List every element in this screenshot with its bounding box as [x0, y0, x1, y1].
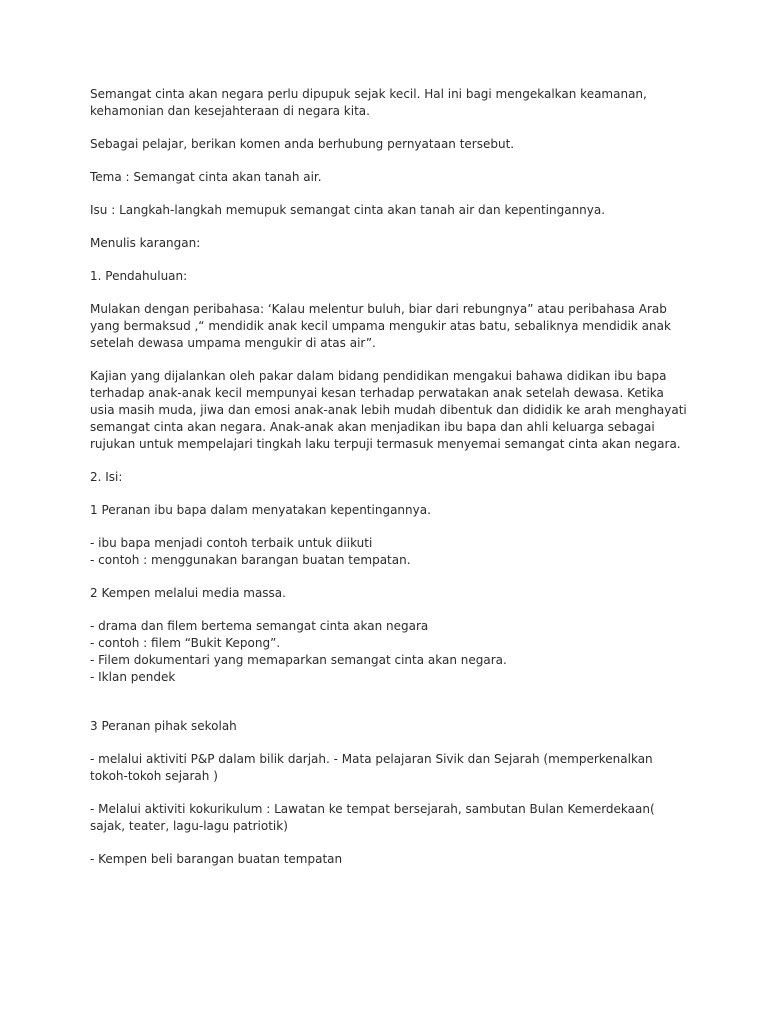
list-item: - Filem dokumentari yang memaparkan semangat cinta akan negara.	[90, 653, 507, 667]
list-item: - drama dan filem bertema semangat cinta akan negara	[90, 619, 429, 633]
point-2-heading: 2 Kempen melalui media massa.	[90, 586, 286, 600]
tema-line: Tema : Semangat cinta akan tanah air.	[90, 170, 322, 184]
isi-heading: 2. Isi:	[90, 470, 123, 484]
list-item: - contoh : menggunakan barangan buatan tempatan.	[90, 553, 411, 567]
pendahuluan-heading: 1. Pendahuluan:	[90, 269, 188, 283]
point-3-paragraph-1: - melalui aktiviti P&P dalam bilik darjah. - Mata pelajaran Sivik dan Sejarah (memperkenalkan tokoh-tokoh sejarah )	[90, 752, 653, 783]
pendahuluan-paragraph-2: Kajian yang dijalankan oleh pakar dalam bidang pendidikan mengakui bahawa didikan ibu bapa terhadap anak-anak kecil mempunyai kesan terhadap perwatakan anak setelah dewasa. Ketika usia masih muda, jiwa dan emosi anak-anak lebih mudah dibentuk dan dididik ke arah menghayati semangat cinta akan negara. Anak-anak akan menjadikan ibu bapa dan ahli keluarga sebagai rujukan untuk mempelajari tingkah laku terpuji termasuk menyemai semangat cinta akan negara.	[90, 369, 687, 451]
menulis-line: Menulis karangan:	[90, 236, 201, 250]
isu-line: Isu : Langkah-langkah memupuk semangat cinta akan tanah air dan kepentingannya.	[90, 203, 606, 217]
point-1-heading: 1 Peranan ibu bapa dalam menyatakan kepentingannya.	[90, 503, 431, 517]
point-3-paragraph-3: - Kempen beli barangan buatan tempatan	[90, 852, 343, 866]
point-3-paragraph-2: - Melalui aktiviti kokurikulum : Lawatan ke tempat bersejarah, sambutan Bulan Kemerdekaan( sajak, teater, lagu-lagu patriotik)	[90, 802, 655, 833]
list-item: - ibu bapa menjadi contoh terbaik untuk diikuti	[90, 536, 373, 550]
list-item: - Iklan pendek	[90, 670, 176, 684]
point-1-list	[90, 535, 688, 569]
point-3-heading: 3 Peranan pihak sekolah	[90, 719, 237, 733]
pendahuluan-paragraph-1: Mulakan dengan peribahasa: ‘Kalau melentur buluh, biar dari rebungnya” atau peribahasa Arab yang bermaksud ,“ mendidik anak kecil umpama mengukir atas batu, sebaliknya mendidik anak setelah dewasa umpama mengukir di atas air”.	[90, 302, 671, 350]
intro-paragraph: Semangat cinta akan negara perlu dipupuk sejak kecil. Hal ini bagi mengekalkan keamanan, kehamonian dan kesejahteraan di negara kita.	[90, 87, 647, 118]
point-2-list	[90, 618, 688, 686]
instruction-paragraph: Sebagai pelajar, berikan komen anda berhubung pernyataan tersebut.	[90, 137, 515, 151]
list-item: - contoh : filem “Bukit Kepong”.	[90, 636, 281, 650]
